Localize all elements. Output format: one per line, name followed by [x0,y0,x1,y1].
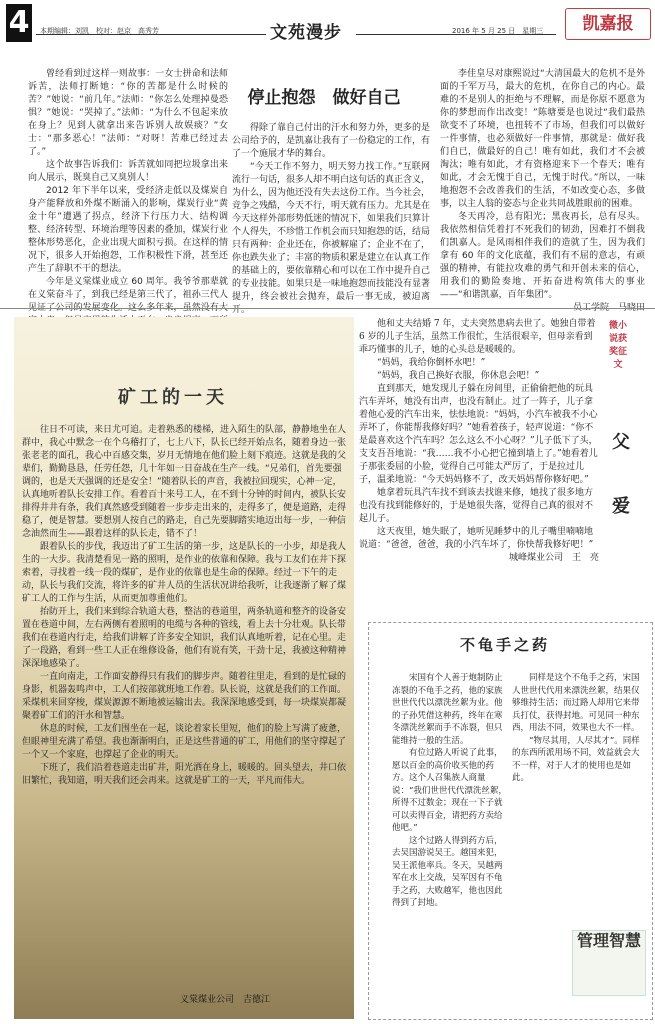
title-character: 父 [612,432,630,453]
paragraph: 下班了，我们沿着巷道走出矿井，阳光洒在身上，暖暖的。回头望去，井口依旧繁忙，我知道，明天我们还会再来。这就是矿工的一天，平凡而伟大。 [22,763,347,786]
byline: 员工学院 马晓田 [572,303,645,313]
editor-credits: 本期编辑：刘凯 校对：赵京 高秀芳 [40,27,159,35]
article-title: 矿工的一天 [118,387,228,408]
paragraph: “物尽其用，人尽其才”。同样的东西所派用场不同，效益就会大不一样，对于人才的使用也是如此。 [512,735,640,783]
article-body [22,424,348,788]
management-wisdom-badge: 管理智慧 [572,930,646,996]
paragraph: 抬防开上，我们来到综合轨道大巷，整洁的巷道里，两条轨道和整齐的设备安置在巷道中间，左右两侧有着照明的电缆与各种的管线，看上去十分壮观。队长带我们在巷道内行走，给我们讲解了许多安全知识，我们认真地听着，记在心里。走了一段路，看到一些工人正在维修设备，他们有说有笑，干劲十足，我被这种精神深深地感染了。 [22,607,347,669]
paragraph: 今年是义棠煤业成立 60 周年。我爷爷那辈就在义棠奋斗了，到我已经是第三代了，祖孙三代人见证了公司的发展变化。这么多年来，虽然没有大 [28,277,228,313]
paragraph: 这个过路人得到药方后，去吴国游说吴王。越国来犯，吴王派他率兵。冬天，吴越两军在水上交战，吴军因有不龟手之药，大败越军，他也因此得到了封地。 [392,835,503,908]
section-title: 文苑漫步 [270,23,342,43]
paragraph: 得除了靠自己付出的汗水和努力外，更多的是公司给予的，是凯嘉让我有了一份稳定的工作，有了一个施展才华的舞台。 [232,123,431,159]
paragraph: 这天夜里，她失眠了，她听见睡梦中的儿子嘴里喃喃地说道：“爸爸，爸爸，我的小汽车坏了，你快帮我修好吧！” [359,527,594,550]
byline: 城峰煤业公司 王 亮 [508,553,599,563]
newspaper-logo: 凯嘉报 [565,8,651,40]
paragraph: 休息的时候，工友们围坐在一起，谈论着家长里短，他们的脸上写满了疲惫，但眼神里充满了希望。我也渐渐明白，正是这些普通的矿工，用他们的坚守撑起了一个又一个家庭，也撑起了企业的明天。 [22,724,347,760]
paragraph: 2012 年下半年以来，受经济走低以及煤炭自身产能释放和外煤不断涌入的影响，煤炭行业“黄金十年”遭遇了拐点，经济下行压力大、结构调整、经济转型、环境治理等因素的叠加，煤炭行业整体形势恶化，企业出现大面积亏损。在这样的情况下，很多人开始抱怨，工作积极性下滑，甚至还产生了辞职不干的想法。 [28,186,228,274]
paragraph: 这个故事告诉我们：诉苦就如同把垃圾拿出来向人展示，既臭自己又臭别人！ [28,160,228,183]
byline: 义棠煤业公司 吉德江 [180,995,271,1005]
section-divider [0,308,655,309]
paragraph: 跟着队长的步伐，我迈出了矿工生活的第一步，这是队长的一小步，却是我人生的一大步。我清楚看见一路的照明，是作业的依靠和保障。我与工友们在井下探索着，寻找着一线一段的煤矿，是作业的依靠也是生命的保障。经过一下午的走动，队长与我们交流，将许多的矿井人员的生活状况讲给我听，让我逐渐了解了煤矿工人的工作与生活，从而更加尊重他们。 [22,542,347,604]
article-body [359,318,599,565]
paragraph: “妈妈，我自己换好衣服，你休息会吧！” [377,371,540,381]
issue-date: 2016 年 5 月 25 日 星期三 [452,27,544,35]
paragraph: 她拿着玩具汽车找不到该去找谁来修，她找了很多地方也没有找到能修好的，于是她很失落，觉得自己真的很对不起儿子。 [359,488,594,524]
page-header [0,0,655,44]
paragraph: 曾经看到过这样一则故事：一女士拼命和法师诉苦，法师打断她：“你的苦都是什么时候的苦？”她说：“前几年。”法师：“你怎么处理掉曼恐惧？”她说：“哭掉了。”法师：“为什么不包起来放在身上？见到人就拿出来告诉别人故娱痰？”女士：“那多恶心！”法师：“对呀！苦难已经过去了。” [28,69,228,157]
paragraph: 有位过路人听说了此事，愿以百金的高价收买他的药方。这个人召集族人商量说：“我们世世代代漂洗丝絮，所得不过数金；现在一下子就可以卖得百金，请把药方卖给他吧。” [392,748,507,833]
paragraph: 一直向南走，工作面安静得只有我们的脚步声。随着往里走，看到的是忙碌的身影，机器轰鸣声中，工人们按部就班地工作着。队长说，这就是我们的工作面。采煤机来回穿梭，煤炭源源不断地被运输出去。我深深地感受到，每一块煤炭都凝聚着矿工们的汗水和智慧。 [22,672,347,721]
page-number: 4 [6,4,32,42]
paragraph: 往日不可读，来日尤可追。走着熟悉的楼梯，进入陌生的队部，静静地坐在人群中，我心中默念一在个乌稽打了，七上八下，队长已经开始点名，随着身边一张张老老的面孔，我心中百感交集，岁月无情地在他们脸上刻下痕迹。这就是我的父辈们，勤勤恳恳，任劳任怨，几十年如一日奋战在生产一线。“兄弟们，首先要强调的，也是天天强调的还是安全！”随着队长的声音，我被拉回现实，心神一定，认真地听着队长安排工作。看着百十来号工人，在不到十分钟的时间内，被队长安排得井井有条，我们真然感受到随着一步步走出来的，走得多了，便是道路，走得稳了，便是智慧。要想别人按自己的路走，自己先要脚踏实地迈出每一步，一种信念油然而生——跟着这样的队长走，错不了！ [22,425,347,539]
article-title: 不龟手之药 [460,636,551,654]
paragraph: 宋国有个人善于炮制防止冻裂的不龟手之药，他的家族世世代代以漂洗丝絮为业。他的子孙凭借这种药，终年在寒冬漂洗丝絮而手不冻裂，但只能维持一般的生活。 [392,673,503,746]
paragraph: “妈妈，我给你倒杯水吧！” [377,358,486,368]
header-rule-left [36,34,266,35]
article-column-1 [392,672,508,910]
paragraph: “今天工作不努力，明天努力找工作。”互联网流行一句话，很多人却不明白这句话的真正含义，为什么，因为他还没有失去这份工作。当今社会，竞争之残酷，今天不行，明天就有压力。尤其是在今天这样外部形势低迷的情况下，如果我们只算计个人得失，不珍惜工作机会而只知抱怨的话，结局只有两种：企业还在，你被解雇了；企业不在了，你也跌失业了；丰富的物质积累是建立在认真工作的基础上的，要依靠精心和可以在工作中提升自己的专业技能。如果只是一味地抱怨而技能没有显著提升，终会被社会抛弃，最后一事无成，被迫离开。 [232,162,431,315]
paragraph: 直到那天，她发现儿子躲在房间里，正偷偷把他的玩具汽车弄坏，她没有出声，也没有制止。过了一阵子，儿子拿着他心爱的汽车出来，怯怯地说：“妈妈，小汽车被我不小心弄坏了，你能帮我修好吗？”她看着孩子，轻声说道：“你不是最喜欢这个汽车吗？怎么这么不小心呀？”儿子低下了头，支支吾吾地说：“我……我不小心把它撞到墙上了。”她看着儿子那张委屈的小脸，觉得自己可能太严厉了，于是拉过儿子，温柔地说：“今天妈妈修不了，改天妈妈帮你修好吧。” [359,384,598,485]
article-column-2 [512,672,644,785]
article-title: 停止抱怨 做好自己 [247,88,401,108]
article-column-3 [440,68,645,315]
paragraph: 李佳皇尽对康熙说过“大清国最大的危机不是外面的千军万马，最大的危机，在你自己的内心。最难的不是别人的拒绝与不理解，而是你原不愿意为你的梦想而作出改变！”陈塘要是也说过“我们最热欲变不了环境，也扭转不了市场，但我们可以做好一件事情，也必须做好一件事情，那就是：做好我们自已，做最好的自己！唯有如此，我们才不会被淘汰；唯有如此，才有资格迎来下一个春天；唯有如此，才会无愧于自己，无愧于时代。”所以，一味地抱怨不会改善我们的生活，不如改变心态，多做事，以主人翁的姿态与企业共同战胜眼前的困难。 [440,69,645,209]
paragraph: 冬天再冷，总有阳光；黑夜再长，总有尽头。我依然相信凭着打不死我们的韧劲，因难打不倒我们凯嘉人。是风雨相伴我们的造就了生，因为我们拿有 60 年的文化底蕴，我们有不屈的意志，有顽强的精神，有能拉攻难的勇气和开创未来的信心，用我们的勤险奏地、开拓奋进构筑伟大的事业——“和谐凯嘉，百年集团”。 [440,212,645,300]
paragraph: 同样是这个不龟手之药，宋国人世世代代用来漂洗丝絮，结果仅够维持生活；而过路人却用它来带兵打仗，获得封地。可见同一种东西，用法不同，效果也大不一样。 [512,673,640,733]
title-character: 爱 [612,496,630,517]
paragraph: 他和丈夫结婚 7 年，丈夫突然患病去世了。她独自带着 6 岁的儿子生活，虽然工作很忙，生活很艰辛，但母亲看到乖巧懂事的儿子，她的心头总是暖暖的。 [359,319,596,355]
contest-tag: 微小说获奖征文 [608,321,627,370]
article-column-2 [232,122,430,317]
article-column-1 [28,68,228,341]
